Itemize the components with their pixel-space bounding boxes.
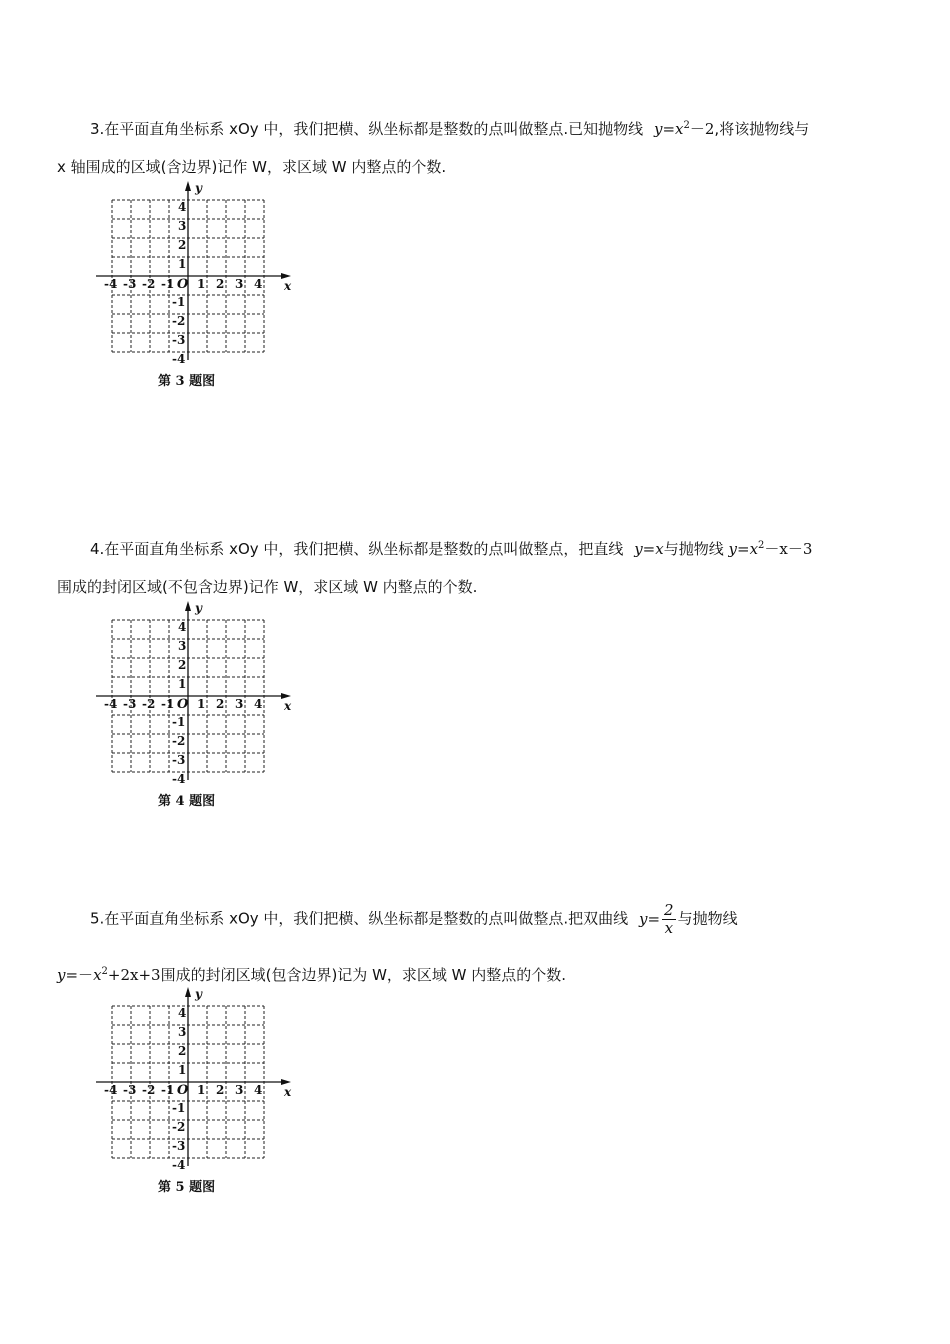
x-tick-label: -2: [142, 697, 156, 711]
problem-3-line-2: x 轴围成的区域(含边界)记作 W，求区域 W 内整点的个数.: [57, 158, 447, 176]
x-tick-label: 3: [235, 697, 244, 711]
problem-4-formula-a: y=x: [634, 540, 664, 558]
y-tick-label: -3: [172, 1139, 186, 1153]
y-tick-label: -2: [172, 314, 186, 328]
x-tick-label: 4: [254, 1083, 263, 1097]
figure-3-caption: 第 3 题图: [158, 374, 216, 389]
problem-5-line-1: [90, 902, 738, 937]
problem-5-formula: y= $\frac{2}{x}$: [638, 901, 674, 937]
y-tick-label: 2: [178, 1044, 187, 1058]
y-tick-label: 2: [178, 238, 187, 252]
coordinate-grid: [94, 986, 304, 1176]
y-tick-label: -2: [172, 1120, 186, 1134]
x-tick-label: -1: [161, 1083, 175, 1097]
problem-4-text-1: 4.在平面直角坐标系 xOy 中，我们把横、纵坐标都是整数的点叫做整点，把直线: [90, 540, 624, 558]
problem-5-formula-2: $y=-x^2+2x+3$: [57, 966, 161, 984]
origin-label: O: [177, 277, 189, 292]
y-axis-label: y: [195, 987, 202, 1001]
x-axis-label: x: [284, 699, 292, 713]
y-tick-label: -4: [172, 352, 186, 366]
x-tick-label: -3: [123, 277, 137, 291]
x-tick-label: -4: [104, 277, 118, 291]
x-tick-label: 3: [235, 277, 244, 291]
origin-label: O: [177, 697, 189, 712]
y-tick-label: -1: [172, 715, 186, 729]
x-tick-label: -2: [142, 1083, 156, 1097]
x-axis-label: x: [284, 1085, 292, 1099]
problem-5-text-after: 与抛物线: [677, 909, 738, 928]
y-tick-label: 4: [178, 200, 187, 214]
problem-4-text-mid: 与抛物线: [663, 540, 724, 558]
figure-4-caption: 第 4 题图: [158, 794, 216, 809]
x-tick-label: 2: [216, 697, 225, 711]
y-tick-label: 2: [178, 658, 187, 672]
y-tick-label: 1: [178, 1063, 187, 1077]
y-tick-label: -1: [172, 1101, 186, 1115]
coordinate-grid: [94, 180, 304, 370]
y-tick-label: -2: [172, 734, 186, 748]
y-axis-arrow: [185, 987, 191, 997]
coordinate-grid: [94, 600, 304, 790]
problem-3-text-1: 3.在平面直角坐标系 xOy 中，我们把横、纵坐标都是整数的点叫做整点.已知抛物线: [90, 120, 644, 138]
fraction: $\frac{2}{x}$: [664, 901, 674, 937]
x-tick-label: 1: [197, 697, 206, 711]
x-tick-label: -3: [123, 697, 137, 711]
x-tick-label: -4: [104, 697, 118, 711]
y-tick-label: 4: [178, 1006, 187, 1020]
problem-5-line-2: [57, 962, 566, 985]
origin-label: O: [177, 1083, 189, 1098]
y-tick-label: 4: [178, 620, 187, 634]
figure-5: [94, 986, 304, 1201]
y-tick-label: 3: [178, 1025, 187, 1039]
x-tick-label: -3: [123, 1083, 137, 1097]
x-tick-label: 4: [254, 697, 263, 711]
problem-4-line-1: [90, 536, 812, 559]
y-axis-label: y: [195, 601, 202, 615]
problem-4-formula-b: $y=x^2-x-3$: [728, 540, 813, 558]
y-tick-label: -3: [172, 333, 186, 347]
y-tick-label: -3: [172, 753, 186, 767]
x-tick-label: 2: [216, 1083, 225, 1097]
x-tick-label: 1: [197, 277, 206, 291]
y-tick-label: 1: [178, 257, 187, 271]
figure-3: [94, 180, 304, 395]
x-axis-label: x: [284, 279, 292, 293]
x-tick-label: 2: [216, 277, 225, 291]
problem-5-text-2: 围成的封闭区域(包含边界)记为 W，求区域 W 内整点的个数.: [160, 966, 567, 984]
y-tick-label: -4: [172, 1158, 186, 1172]
x-tick-label: -1: [161, 277, 175, 291]
y-tick-label: 3: [178, 639, 187, 653]
y-tick-label: 1: [178, 677, 187, 691]
y-tick-label: -1: [172, 295, 186, 309]
y-axis-label: y: [195, 181, 202, 195]
x-tick-label: 3: [235, 1083, 244, 1097]
x-tick-label: 1: [197, 1083, 206, 1097]
y-axis-arrow: [185, 181, 191, 191]
problem-3-formula: $y=x^2-2$: [653, 120, 715, 138]
x-tick-label: -1: [161, 697, 175, 711]
x-tick-label: -2: [142, 277, 156, 291]
problem-3-text-after: ,将该抛物线与: [714, 120, 810, 138]
y-tick-label: 3: [178, 219, 187, 233]
x-tick-label: 4: [254, 277, 263, 291]
problem-4-line-2: 围成的封闭区域(不包含边界)记作 W，求区域 W 内整点的个数.: [57, 578, 478, 596]
y-axis-arrow: [185, 601, 191, 611]
y-tick-label: -4: [172, 772, 186, 786]
problem-3-line-1: [90, 116, 809, 139]
figure-5-caption: 第 5 题图: [158, 1180, 216, 1195]
figure-4: [94, 600, 304, 815]
problem-5-text-1: 5.在平面直角坐标系 xOy 中，我们把横、纵坐标都是整数的点叫做整点.把双曲线: [90, 909, 629, 928]
x-tick-label: -4: [104, 1083, 118, 1097]
